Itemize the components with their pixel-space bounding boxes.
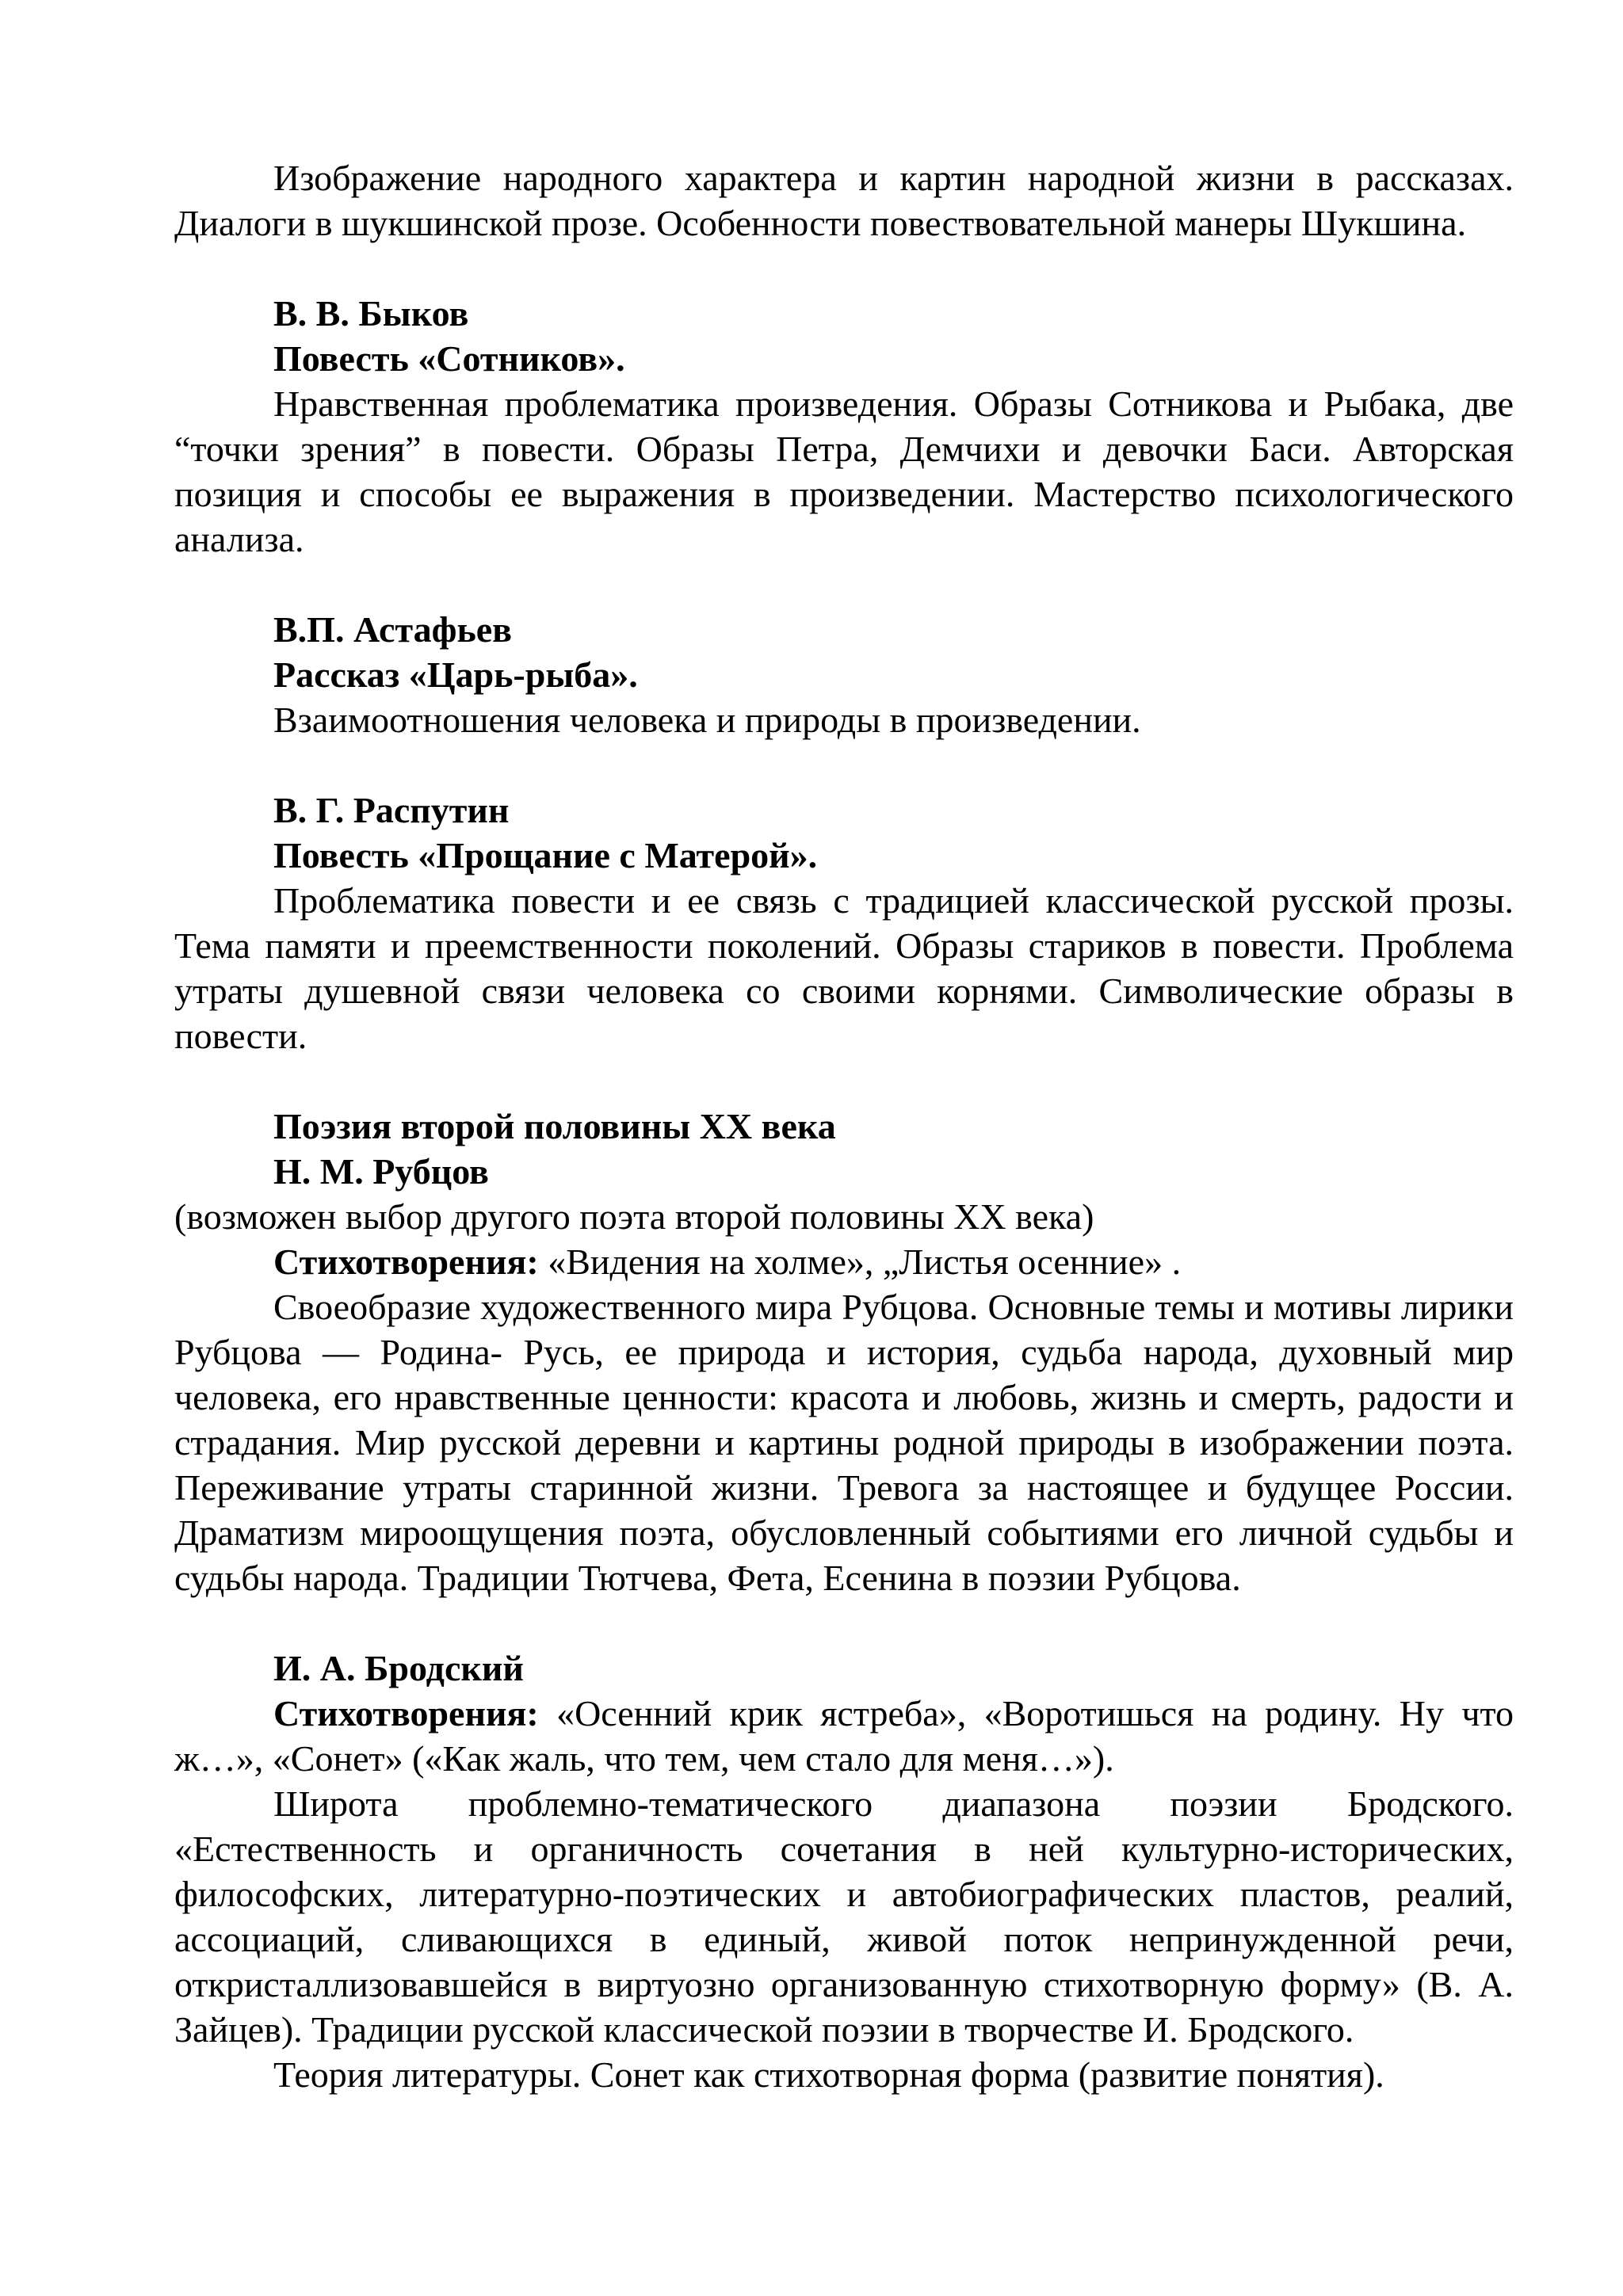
brodsky-poems-label: Стихотворения: [273,1693,539,1733]
astafiev-author-heading: В.П. Астафьев [273,609,513,650]
spacer [174,246,1514,291]
spacer [174,1058,1514,1104]
spacer [174,562,1514,607]
rubtsov-author-heading: Н. М. Рубцов [273,1151,489,1192]
spacer [174,1600,1514,1646]
rasputin-paragraph: Проблематика повести и ее связь с традицией классической русской прозы. Тема памяти и преемственности поколений. Образы стариков в повести. Проблема утраты душевной связи человека со своими корнями. Символические образы в повести. [174,880,1514,1056]
bykov-author-heading: В. В. Быков [273,293,469,334]
bykov-work-heading: Повесть «Сотников». [273,338,625,379]
rubtsov-poems-list: «Видения на холме», „Листья осенние» . [538,1241,1182,1282]
astafiev-paragraph: Взаимоотношения человека и природы в произведении. [273,700,1141,740]
document-page [174,155,1514,2097]
bykov-paragraph: Нравственная проблематика произведения. Образы Сотникова и Рыбака, две “точки зрения” в повести. Образы Петра, Демчихи и девочки Баси. Авторская позиция и способы ее выражения в произведении. Мастерство психологического анализа. [174,383,1514,559]
rasputin-author-heading: В. Г. Распутин [273,790,510,830]
rasputin-work-heading: Повесть «Прощание с Матерой». [273,835,818,875]
brodsky-paragraph: Широта проблемно-тематического диапазона поэзии Бродского. «Естественность и органичность сочетания в ней культурно-исторических, философских, литературно-поэтических и автобиографических пластов, реалий, ассоциаций, сливающихся в единый, живой поток непринужденной речи, откристаллизовавшейся в виртуозно организованную стихотворную форму» (В. А. Зайцев). Традиции русской классической поэзии в творчестве И. Бродского. [174,1783,1514,2050]
brodsky-poems-line [174,1691,1514,1781]
astafiev-work-heading: Рассказ «Царь-рыба». [273,654,638,695]
poetry-section-heading: Поэзия второй половины XX века [273,1106,836,1146]
rubtsov-poems-line [174,1239,1514,1284]
rubtsov-note: (возможен выбор другого поэта второй половины XX века) [174,1196,1094,1237]
brodsky-theory-paragraph: Теория литературы. Сонет как стихотворная форма (развитие понятия). [273,2054,1384,2095]
spacer [174,742,1514,788]
rubtsov-paragraph: Своеобразие художественного мира Рубцова. Основные темы и мотивы лирики Рубцова — Родина- Русь, ее природа и история, судьба народа, духовный мир человека, его нравственные ценности: красота и любовь, жизнь и смерть, радости и страдания. Мир русской деревни и картины родной природы в изображении поэта. Переживание утраты старинной жизни. Тревога за настоящее и будущее России. Драматизм мироощущения поэта, обусловленный событиями его личной судьбы и судьбы народа. Традиции Тютчева, Фета, Есенина в поэзии Рубцова. [174,1287,1514,1598]
brodsky-poems-list: «Осенний крик ястреба», «Воротишься на родину. Ну что ж…», «Сонет» («Как жаль, что тем, чем стало для меня…»). [174,1693,1514,1779]
rubtsov-poems-label: Стихотворения: [273,1241,539,1282]
brodsky-author-heading: И. А. Бродский [273,1648,524,1688]
intro-paragraph: Изображение народного характера и картин народной жизни в рассказах. Диалоги в шукшинской прозе. Особенности повествовательной манеры Шукшина. [174,158,1514,243]
